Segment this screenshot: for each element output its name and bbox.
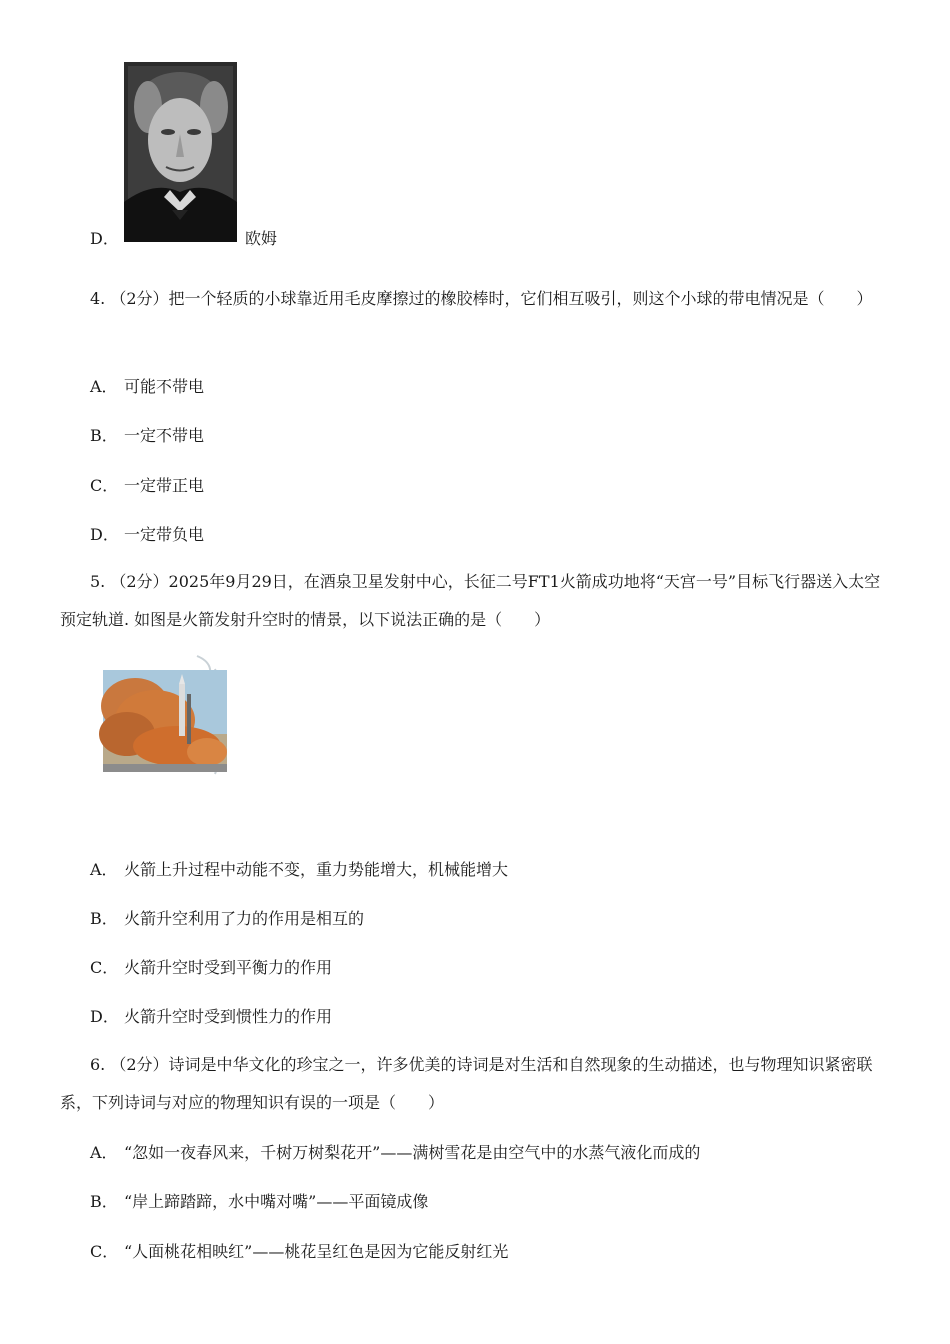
- question-number: 5.: [90, 572, 106, 591]
- q5-option-a: [90, 857, 508, 880]
- option-text: 一定带负电: [124, 525, 205, 544]
- q4-option-a: [90, 374, 204, 397]
- option-letter: C．: [90, 476, 119, 495]
- q4-option-b: [90, 423, 204, 446]
- q5-option-c: [90, 955, 332, 978]
- q6-option-c: [90, 1239, 508, 1262]
- option-letter: D．: [90, 1007, 119, 1026]
- option-letter: B．: [90, 1192, 118, 1211]
- option-letter: B．: [90, 909, 118, 928]
- option-letter: C．: [90, 958, 119, 977]
- question-text: （2分）2025年9月29日，在酒泉卫星发射中心，长征二号FT1火箭成功地将“天宫一号”目标飞行器送入太空预定轨道. 如图是火箭发射升空时的情景，以下说法正确的是（ ）: [60, 572, 881, 629]
- option-letter: D．: [90, 229, 119, 248]
- option-text: 火箭上升过程中动能不变，重力势能增大，机械能增大: [124, 860, 509, 879]
- q6-option-a: [90, 1140, 700, 1163]
- question-number: 4.: [90, 289, 106, 308]
- option-letter: B．: [90, 426, 118, 445]
- option-text: 一定不带电: [124, 426, 205, 445]
- option-letter: A．: [90, 377, 118, 396]
- q6-option-b: [90, 1189, 428, 1212]
- option-letter: A．: [90, 860, 118, 879]
- q5-option-b: [90, 906, 364, 929]
- option-letter: A．: [90, 1143, 118, 1162]
- question-4-stem: [60, 280, 896, 318]
- option-text: 欧姆: [245, 229, 278, 248]
- option-text: “忽如一夜春风来，千树万树梨花开”——满树雪花是由空气中的水蒸气液化而成的: [124, 1143, 701, 1162]
- question-text: （2分）诗词是中华文化的珍宝之一，许多优美的诗词是对生活和自然现象的生动描述，也与物理知识紧密联系，下列诗词与对应的物理知识有误的一项是（ ）: [60, 1055, 873, 1112]
- q5-option-d: [90, 1004, 332, 1027]
- q3-option-d: [90, 226, 277, 249]
- question-5-stem: [60, 563, 896, 639]
- q4-option-d: [90, 522, 204, 545]
- option-text: 火箭升空时受到惯性力的作用: [124, 1007, 333, 1026]
- option-text: “人面桃花相映红”——桃花呈红色是因为它能反射红光: [124, 1242, 509, 1261]
- question-6-stem: [60, 1046, 896, 1122]
- option-text: 火箭升空利用了力的作用是相互的: [124, 909, 365, 928]
- option-letter: C．: [90, 1242, 119, 1261]
- portrait-photo: [124, 62, 237, 242]
- rocket-launch-photo: [97, 654, 231, 779]
- option-text: 一定带正电: [124, 476, 205, 495]
- question-text: （2分）把一个轻质的小球靠近用毛皮摩擦过的橡胶棒时，它们相互吸引，则这个小球的带电情况是（ ）: [110, 289, 873, 308]
- option-text: 火箭升空时受到平衡力的作用: [124, 958, 333, 977]
- option-text: 可能不带电: [124, 377, 205, 396]
- question-number: 6.: [90, 1055, 106, 1074]
- option-letter: D．: [90, 525, 119, 544]
- q4-option-c: [90, 473, 204, 496]
- option-text: “岸上蹄踏蹄，水中嘴对嘴”——平面镜成像: [124, 1192, 429, 1211]
